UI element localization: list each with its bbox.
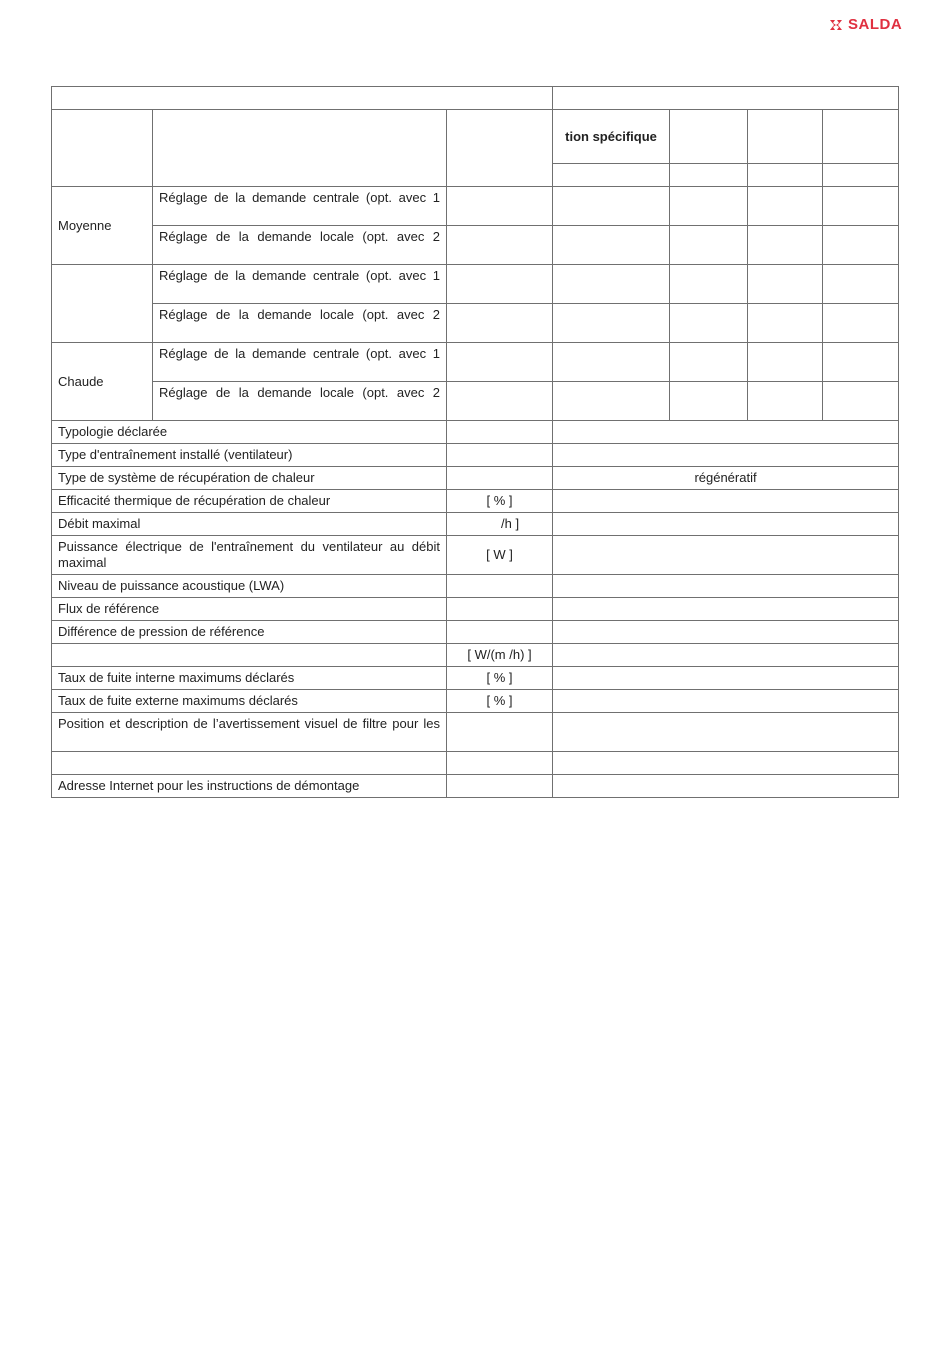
table-row — [52, 598, 899, 621]
property-unit — [447, 775, 553, 798]
property-label — [52, 752, 447, 775]
table-cell — [823, 343, 899, 382]
property-value — [553, 775, 899, 798]
zone-label: Moyenne — [52, 187, 153, 265]
table-cell — [447, 226, 553, 265]
property-value — [553, 752, 899, 775]
property-value — [553, 598, 899, 621]
table-row — [52, 490, 899, 513]
table-cell — [670, 304, 748, 343]
table-cell — [748, 187, 823, 226]
brand-name: SALDA — [848, 16, 903, 33]
property-label: Type d'entraînement installé (ventilateur) — [52, 444, 447, 467]
control-label: Réglage de la demande locale (opt. avec 2 — [153, 382, 447, 421]
table-row — [52, 575, 899, 598]
table-cell — [670, 343, 748, 382]
property-unit — [447, 621, 553, 644]
property-value — [553, 667, 899, 690]
salda-logo-icon — [829, 18, 843, 32]
table-row — [52, 621, 899, 644]
table-row — [52, 775, 899, 798]
property-value — [553, 536, 899, 575]
property-label: Puissance électrique de l'entraînement du ventilateur au débit maximal — [52, 536, 447, 575]
header-cell — [447, 110, 553, 187]
specific-consumption-header: tion spécifique — [553, 110, 670, 164]
table-cell — [553, 265, 670, 304]
property-unit — [447, 421, 553, 444]
property-label: Type de système de récupération de chaleur — [52, 467, 447, 490]
table-row — [52, 536, 899, 575]
property-unit: [ % ] — [447, 490, 553, 513]
header-cell — [553, 164, 670, 187]
property-value — [553, 575, 899, 598]
table-cell — [553, 304, 670, 343]
table-row — [52, 713, 899, 752]
property-unit: [ W/(m /h) ] — [447, 644, 553, 667]
table-cell — [447, 187, 553, 226]
table-cell — [447, 343, 553, 382]
table-title-cell — [52, 87, 553, 110]
specification-table — [51, 86, 899, 798]
table-row — [52, 667, 899, 690]
table-row — [52, 513, 899, 536]
table-title-cell — [553, 87, 899, 110]
property-label: Position et description de l’avertissement visuel de filtre pour les — [52, 713, 447, 752]
property-value — [553, 444, 899, 467]
zone-label: Chaude — [52, 343, 153, 421]
property-label: Typologie déclarée — [52, 421, 447, 444]
header-cell — [748, 110, 823, 164]
table-row — [52, 265, 899, 304]
property-unit — [447, 467, 553, 490]
property-value: régénératif — [553, 467, 899, 490]
property-label — [52, 644, 447, 667]
table-cell — [670, 265, 748, 304]
table-row — [52, 467, 899, 490]
table-cell — [553, 226, 670, 265]
table-title-row — [52, 87, 899, 110]
table-cell — [823, 226, 899, 265]
property-label: Taux de fuite externe maximums déclarés — [52, 690, 447, 713]
table-cell — [447, 382, 553, 421]
property-label: Débit maximal — [52, 513, 447, 536]
table-cell — [823, 382, 899, 421]
property-value — [553, 621, 899, 644]
table-cell — [553, 343, 670, 382]
table-cell — [748, 343, 823, 382]
zone-label — [52, 265, 153, 343]
property-unit — [447, 575, 553, 598]
property-unit — [447, 752, 553, 775]
table-row — [52, 444, 899, 467]
property-unit — [447, 444, 553, 467]
header-cell — [748, 164, 823, 187]
property-label: Niveau de puissance acoustique (LWA) — [52, 575, 447, 598]
table-cell — [748, 304, 823, 343]
table-cell — [823, 187, 899, 226]
table-cell — [748, 382, 823, 421]
table-cell — [553, 382, 670, 421]
property-unit — [447, 598, 553, 621]
table-row — [52, 343, 899, 382]
property-label: Flux de référence — [52, 598, 447, 621]
table-cell — [823, 265, 899, 304]
control-label: Réglage de la demande locale (opt. avec 2 — [153, 226, 447, 265]
header-cell — [52, 110, 153, 187]
property-value — [553, 421, 899, 444]
table-row — [52, 644, 899, 667]
property-value — [553, 690, 899, 713]
table-row — [52, 304, 899, 343]
property-unit: [ % ] — [447, 667, 553, 690]
header-cell — [823, 110, 899, 164]
table-row — [52, 382, 899, 421]
property-value — [553, 644, 899, 667]
property-value — [553, 490, 899, 513]
table-row — [52, 187, 899, 226]
property-unit: [ % ] — [447, 690, 553, 713]
table-row — [52, 752, 899, 775]
control-label: Réglage de la demande centrale (opt. avec 1 — [153, 265, 447, 304]
property-value — [553, 713, 899, 752]
table-cell — [748, 226, 823, 265]
property-label: Efficacité thermique de récupération de chaleur — [52, 490, 447, 513]
table-cell — [670, 382, 748, 421]
header-cell — [153, 110, 447, 187]
property-label: Adresse Internet pour les instructions de démontage — [52, 775, 447, 798]
table-row — [52, 226, 899, 265]
control-label: Réglage de la demande centrale (opt. avec 1 — [153, 187, 447, 226]
table-row — [52, 421, 899, 444]
control-label: Réglage de la demande locale (opt. avec 2 — [153, 304, 447, 343]
header-cell — [823, 164, 899, 187]
property-unit: /h ] — [447, 513, 553, 536]
table-cell — [447, 304, 553, 343]
property-unit — [447, 713, 553, 752]
table-cell — [447, 265, 553, 304]
header-cell — [670, 110, 748, 164]
property-label: Taux de fuite interne maximums déclarés — [52, 667, 447, 690]
table-row — [52, 690, 899, 713]
table-cell — [823, 304, 899, 343]
property-label: Différence de pression de référence — [52, 621, 447, 644]
property-unit: [ W ] — [447, 536, 553, 575]
table-cell — [553, 187, 670, 226]
control-label: Réglage de la demande centrale (opt. avec 1 — [153, 343, 447, 382]
salda-logo — [829, 16, 902, 34]
table-cell — [670, 226, 748, 265]
table-cell — [748, 265, 823, 304]
property-value — [553, 513, 899, 536]
header-cell — [670, 164, 748, 187]
table-header-row — [52, 110, 899, 164]
table-cell — [670, 187, 748, 226]
